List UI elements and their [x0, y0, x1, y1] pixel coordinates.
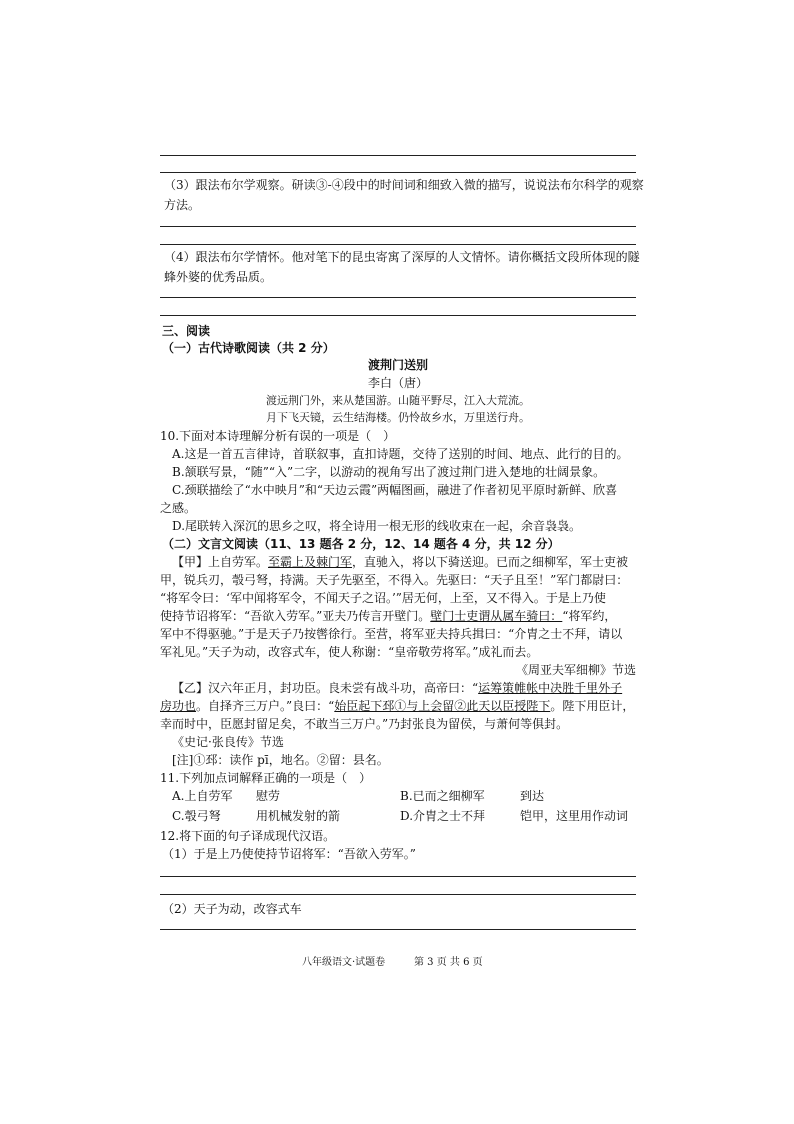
poem-line: 月下飞天镜，云生结海楼。仍怜故乡水，万里送行舟。: [266, 411, 530, 424]
question-10-stem: 10.下面对本诗理解分析有误的一项是（ ）: [160, 429, 396, 443]
option-c-definition: 用机械发射的箭: [256, 809, 341, 823]
jia-source: 《周亚夫军细柳》节选: [515, 663, 636, 677]
option-a: A.这是一首五言律诗，首联叙事，直扣诗题，交待了送别的时间、地点、此行的目的。: [172, 447, 629, 461]
option-c: C.颈联描绘了“水中映月”和“天边云霞”两幅图画，融进了作者初见平原时新鲜、欣喜: [172, 483, 618, 497]
underlined-sentence: 至霸上及棘门军: [268, 555, 353, 569]
jia-passage-line: 军礼见。”天子为动，改容式车，使人称谢：“皇帝敬劳将军。”成礼而去。: [160, 645, 539, 659]
yi-text: 。陛下用臣计，: [550, 699, 635, 713]
translation-sentence-1: （1）于是上乃使使持节诏将军：“吾欲入劳军。”: [162, 847, 416, 861]
jia-text: “将军约，: [562, 609, 617, 623]
poem-title: 渡荆门送别: [367, 358, 428, 372]
underlined-sentence: 壁门士吏谓从属车骑曰：: [430, 609, 563, 623]
option-a-word: A.上自劳军: [172, 789, 233, 803]
option-c-cont: 之感。: [160, 501, 197, 515]
yi-passage-line: [160, 697, 634, 715]
option-d-definition: 铠甲，这里用作动词: [520, 809, 629, 823]
question-4-text-cont: 蜂外婆的优秀品质。: [164, 270, 273, 284]
jia-label-text: 【甲】上自劳军。: [172, 555, 269, 569]
question-4-text: （4）跟法布尔学情怀。他对笔下的昆虫寄寓了深厚的人文情怀。请你概括文段所体现的隧: [164, 250, 640, 264]
answer-line: [160, 155, 636, 156]
jia-text: ，直驰入，将以下骑送迎。已而之细柳军，军士吏被: [352, 555, 629, 569]
question-3-text: （3）跟法布尔学观察。研读③-④段中的时间词和细致入微的描写，说说法布尔科学的观察: [164, 178, 644, 192]
option-b-word: B.已而之细柳军: [400, 789, 485, 803]
answer-line: [160, 226, 636, 227]
poem-author: 李白（唐）: [367, 376, 428, 390]
yi-source: 《史记·张良传》节选: [172, 735, 284, 749]
part-2-title: （二）文言文阅读（11、13 题各 2 分，12、14 题各 4 分，共 12 分）: [162, 537, 560, 551]
section-title: 三、阅读: [162, 324, 211, 338]
answer-line: [160, 894, 636, 895]
question-3-text-cont: 方法。: [164, 198, 201, 212]
yi-passage-line: 幸而时中，臣愿封留足矣，不敢当三万户。”乃封张良为留侯，与萧何等俱封。: [160, 717, 569, 731]
answer-line: [160, 876, 636, 877]
option-c-word: C.彀弓弩: [172, 809, 221, 823]
question-border: [160, 172, 636, 173]
answer-line: [160, 297, 636, 298]
underlined-sentence: 运筹策帷帐中决胜千里外子: [478, 681, 623, 695]
yi-text: 【乙】汉六年正月，封功臣。良未尝有战斗功，高帝曰：“: [172, 681, 479, 695]
jia-passage-line: 甲，锐兵刃，彀弓弩，持满。天子先驱至，不得入。先驱曰：“天子且至！”军门都尉曰：: [160, 573, 629, 587]
answer-line: [160, 929, 636, 930]
yi-text: 。自择齐三万户。”良曰：“: [196, 699, 335, 713]
poem-line: 渡远荆门外，来从楚国游。山随平野尽，江入大荒流。: [266, 394, 530, 407]
question-border: [160, 244, 636, 245]
option-a-definition: 慰劳: [256, 789, 281, 803]
answer-line: [160, 315, 636, 316]
jia-text: 使持节诏将军：“吾欲入劳军。”亚夫乃传言开壁门。: [160, 609, 431, 623]
option-d: D.尾联转入深沉的思乡之叹，将全诗用一根无形的线收束在一起，余音袅袅。: [172, 519, 582, 533]
translation-sentence-2: （2）天子为动，改容式车: [162, 902, 302, 916]
option-b: B.颔联写景，“随”“入”二字，以游动的视角写出了渡过荆门进入楚地的壮阔景象。: [172, 465, 606, 479]
question-11-stem: 11.下列加点词解释正确的一项是（ ）: [160, 771, 372, 785]
yi-note: [注]①邳：读作 pī，地名。②留：县名。: [172, 753, 389, 767]
yi-passage-line: [172, 679, 622, 697]
part-1-title: （一）古代诗歌阅读（共 2 分）: [162, 341, 335, 355]
jia-passage-line: “将军令曰：‘军中闻将军令，不闻天子之诏。’”居无何，上至，又不得入。于是上乃使: [160, 591, 606, 605]
underlined-sentence: 房功也: [160, 699, 197, 713]
footer-subject: 八年级语文·试题卷: [302, 957, 386, 968]
question-12-stem: 12.将下面的句子译成现代汉语。: [160, 829, 336, 843]
jia-passage-line: [160, 607, 616, 625]
jia-passage-line: 军中不得驱驰。”于是天子乃按辔徐行。至营，将军亚夫持兵揖曰：“介胄之士不拜，请以: [160, 627, 623, 641]
jia-passage-line: [172, 553, 628, 571]
option-d-word: D.介胄之士不拜: [400, 809, 486, 823]
footer-page-number: 第 3 页 共 6 页: [414, 957, 483, 968]
option-b-definition: 到达: [520, 789, 545, 803]
underlined-sentence: 始臣起下邳①与上会留②此天以臣授陛下: [334, 699, 551, 713]
